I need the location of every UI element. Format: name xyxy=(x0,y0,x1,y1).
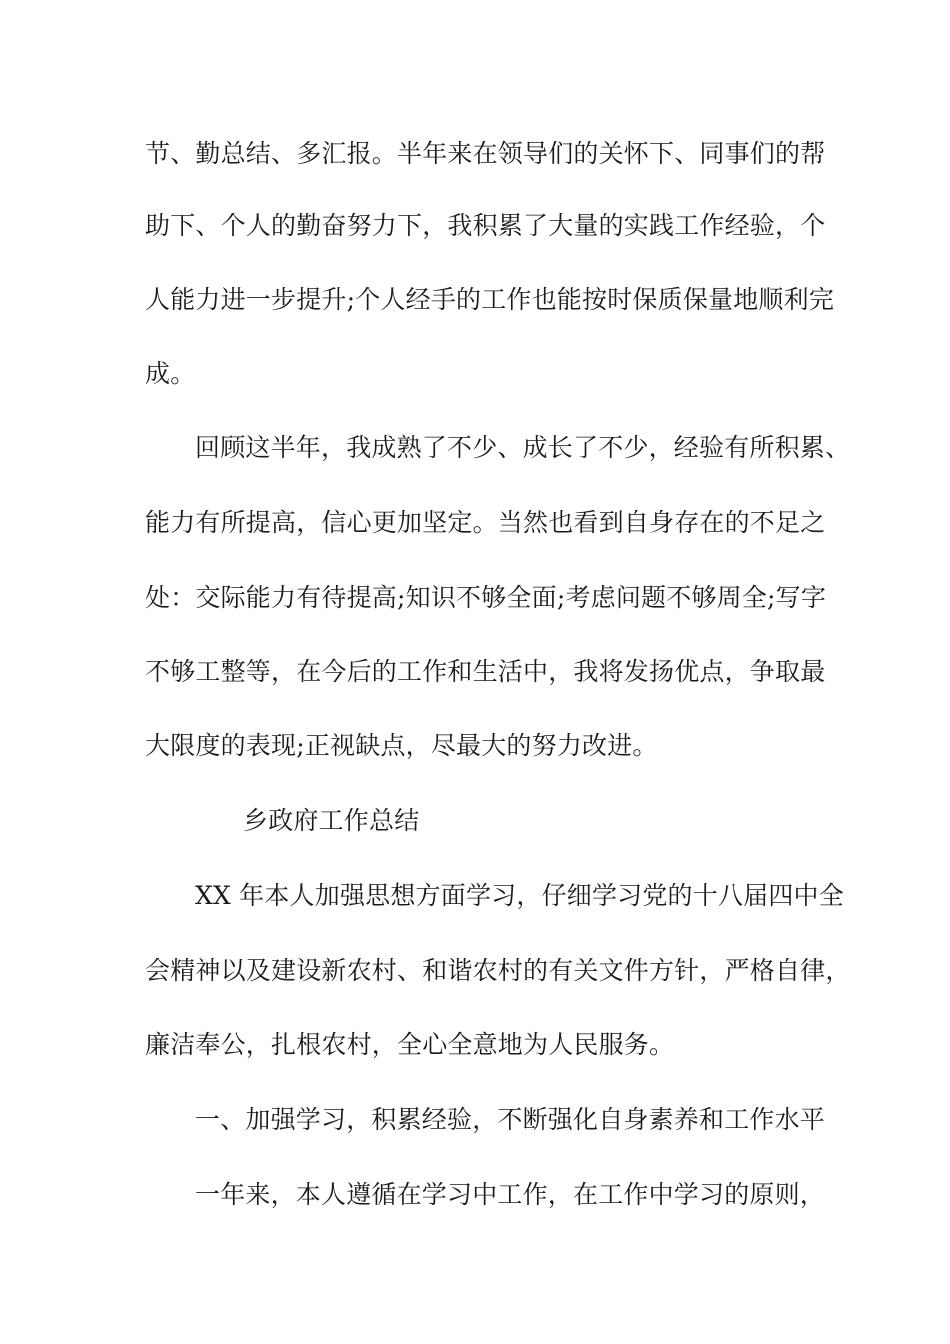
paragraph-line: 能力有所提高，信心更加坚定。当然也看到自身存在的不足之 xyxy=(145,508,826,537)
paragraph-line: XX 年本人加强思想方面学习，仔细学习党的十八届四中全 xyxy=(195,881,844,910)
paragraph-line: 不够工整等，在今后的工作和生活中，我将发扬优点，争取最 xyxy=(145,657,826,686)
paragraph-line: 人能力进一步提升;个人经手的工作也能按时保质保量地顺利完 xyxy=(145,285,835,314)
paragraph-line: 回顾这半年，我成熟了不少、成长了不少，经验有所积累、 xyxy=(195,433,851,462)
paragraph-line: 一年来，本人遵循在学习中工作，在工作中学习的原则， xyxy=(195,1180,826,1209)
paragraph-line: 大限度的表现;正视缺点，尽最大的努力改进。 xyxy=(145,731,658,760)
section-title: 乡政府工作总结 xyxy=(243,806,420,835)
paragraph-line: 处：交际能力有待提高;知识不够全面;考虑问题不够周全;写字 xyxy=(145,583,827,612)
paragraph-line: 会精神以及建设新农村、和谐农村的有关文件方针，严格自律， xyxy=(145,956,851,985)
paragraph-line: 节、勤总结、多汇报。半年来在领导们的关怀下、同事们的帮 xyxy=(145,139,826,168)
paragraph-line: 廉洁奉公，扎根农村，全心全意地为人民服务。 xyxy=(145,1030,675,1059)
section-heading: 一、加强学习，积累经验，不断强化自身素养和工作水平 xyxy=(195,1105,826,1134)
paragraph-line: 助下、个人的勤奋努力下，我积累了大量的实践工作经验，个 xyxy=(145,211,826,240)
paragraph-line: 成。 xyxy=(145,359,196,388)
